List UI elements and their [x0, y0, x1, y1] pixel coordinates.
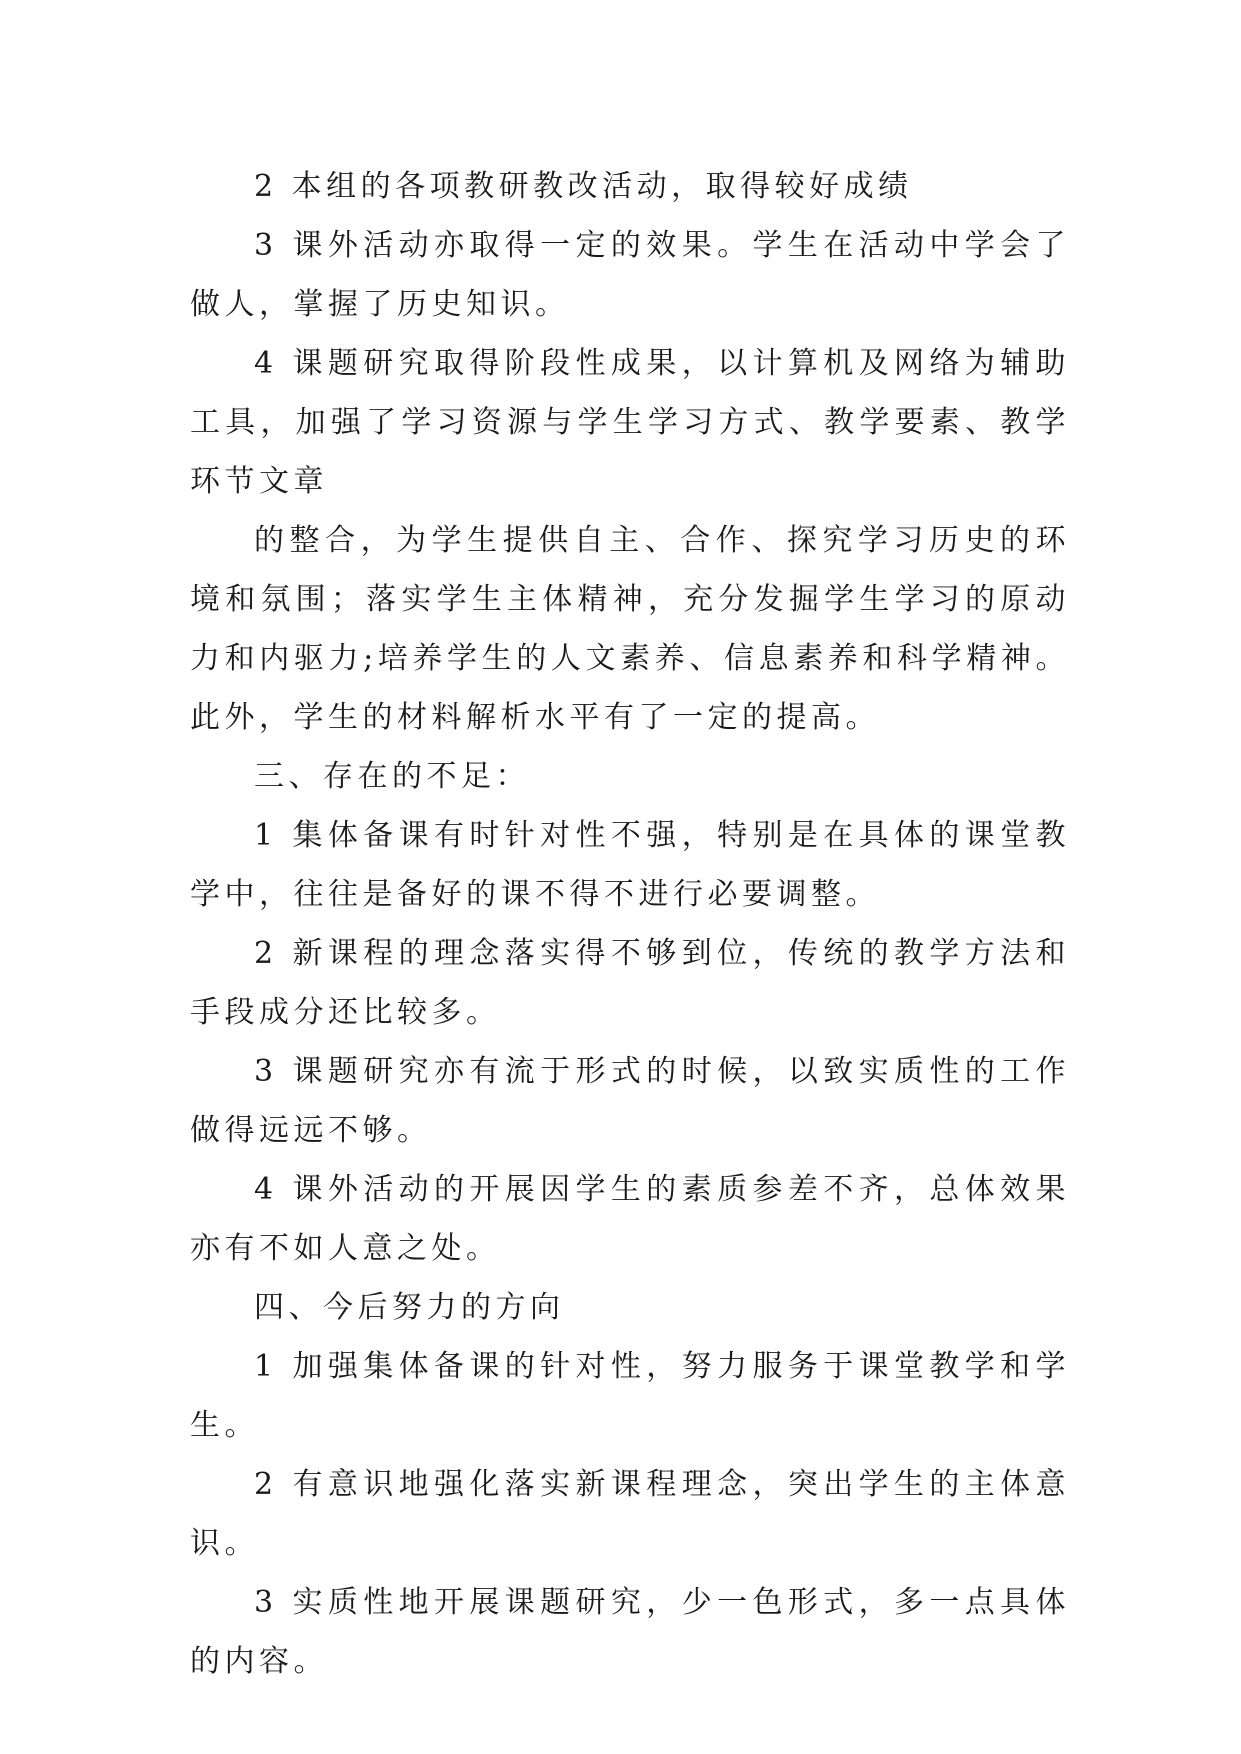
paragraph-direction-1: 1 加强集体备课的针对性，努力服务于课堂教学和学生。 [190, 1349, 1070, 1443]
paragraph-direction-2: 2 有意识地强化落实新课程理念，突出学生的主体意识。 [190, 1467, 1070, 1561]
paragraph-shortcoming-4: 4 课外活动的开展因学生的素质参差不齐，总体效果亦有不如人意之处。 [190, 1172, 1070, 1266]
paragraph-achievement-3: 3 课外活动亦取得一定的效果。学生在活动中学会了做人，掌握了历史知识。 [190, 228, 1070, 322]
document-body [190, 157, 1070, 1691]
section-heading-shortcomings: 三、存在的不足： [254, 759, 530, 794]
paragraph-achievement-4-continued: 的整合，为学生提供自主、合作、探究学习历史的环境和氛围；落实学生主体精神，充分发掘学生学习的原动力和内驱力;培养学生的人文素养、信息素养和科学精神。此外，学生的材料解析水平有了一定的提高。 [190, 523, 1070, 735]
paragraph-achievement-2: 2 本组的各项教研教改活动，取得较好成绩 [254, 169, 913, 204]
paragraph-direction-3: 3 实质性地开展课题研究，少一色形式，多一点具体的内容。 [190, 1585, 1070, 1679]
section-heading-future-direction: 四、今后努力的方向 [254, 1290, 565, 1325]
paragraph-achievement-4: 4 课题研究取得阶段性成果，以计算机及网络为辅助工具，加强了学习资源与学生学习方式、教学要素、教学环节文章 [190, 346, 1070, 499]
paragraph-shortcoming-3: 3 课题研究亦有流于形式的时候，以致实质性的工作做得远远不够。 [190, 1054, 1070, 1148]
paragraph-shortcoming-2: 2 新课程的理念落实得不够到位，传统的教学方法和手段成分还比较多。 [190, 936, 1070, 1030]
paragraph-shortcoming-1: 1 集体备课有时针对性不强，特别是在具体的课堂教学中，往往是备好的课不得不进行必要调整。 [190, 818, 1070, 912]
